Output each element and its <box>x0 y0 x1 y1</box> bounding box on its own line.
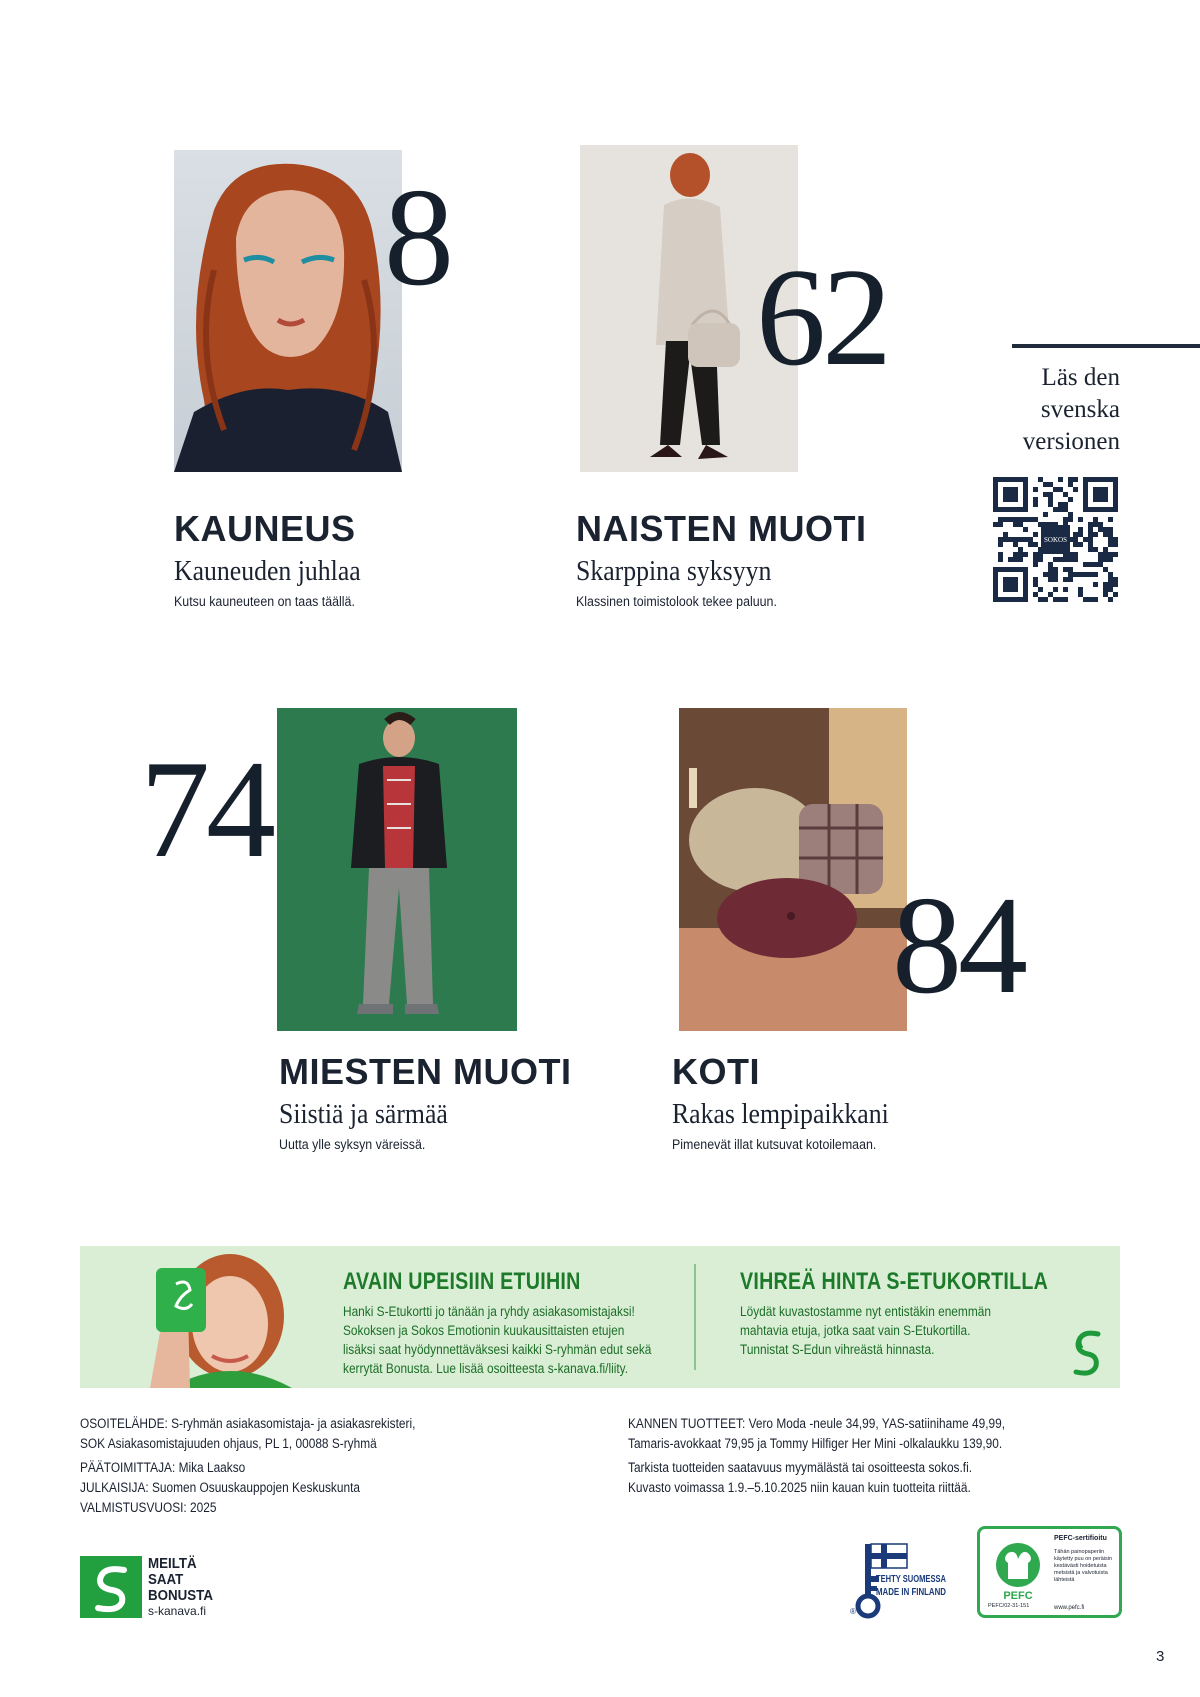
banner-photo <box>80 1246 300 1388</box>
banner-line: Löydät kuvastostamme nyt entistäkin enemmän <box>740 1304 991 1319</box>
qr-center-label: SOKOS <box>1044 536 1067 544</box>
home-photo <box>679 708 907 1031</box>
mens-fashion-photo <box>277 708 517 1031</box>
pefc-text: Tähän painopaperiin käytetty puu on peräisin kestävästi hoidetuista metsistä ja valvotuista lähteistä <box>1054 1549 1113 1583</box>
s-logo-icon <box>80 1556 142 1618</box>
section-subtitle: Rakas lempipaikkani <box>672 1099 889 1130</box>
svg-text:®: ® <box>850 1607 856 1616</box>
imprint-left <box>80 1414 415 1518</box>
beauty-photo <box>174 150 402 472</box>
meilta-saat-bonusta <box>148 1556 213 1604</box>
imprint-line: SOK Asiakasomistajuuden ohjaus, PL 1, 00088 S-ryhmä <box>80 1436 377 1451</box>
divider-rule <box>1012 344 1200 348</box>
section-description: Klassinen toimistolook tekee paluun. <box>576 594 777 609</box>
banner-left-text <box>343 1302 669 1378</box>
banner-line: Sokoksen ja Sokos Emotionin kuukausittaisten etujen <box>343 1323 625 1338</box>
section-number: 74 <box>140 732 272 887</box>
made-in-finland-line2: MADE IN FINLAND <box>876 1586 947 1598</box>
banner-line: kerrytät Bonusta. Lue lisää osoitteesta s-kanava.fi/liity. <box>343 1361 629 1376</box>
banner-line: Hanki S-Etukortti jo tänään ja ryhdy asiakasomistajaksi! <box>343 1304 635 1319</box>
imprint-line: Tarkista tuotteiden saatavuus myymälästä tai osoitteesta sokos.fi. <box>628 1460 973 1475</box>
banner-divider <box>694 1264 696 1370</box>
imprint-line: Tamaris-avokkaat 79,95 ja Tommy Hilfiger Her Mini -olkalaukku 139,90. <box>628 1436 1003 1451</box>
pefc-code: PEFC/02-31-151 <box>988 1603 1030 1609</box>
imprint-line: PÄÄTOIMITTAJA: Mika Laakso <box>80 1460 246 1475</box>
s-kanava-url[interactable]: s-kanava.fi <box>148 1604 207 1618</box>
meilta-line: SAAT <box>148 1572 184 1588</box>
section-description: Kutsu kauneuteen on taas täällä. <box>174 594 355 609</box>
swedish-version-text[interactable] <box>940 362 1120 458</box>
meilta-line: MEILTÄ <box>148 1556 197 1572</box>
qr-code[interactable] <box>993 477 1118 602</box>
s-logo-icon <box>1070 1328 1104 1378</box>
banner-left-title: AVAIN UPEISIIN ETUIHIN <box>343 1268 581 1295</box>
swedish-line: Läs den <box>1041 364 1120 391</box>
imprint-line: JULKAISIJA: Suomen Osuuskauppojen Keskuskunta <box>80 1480 361 1495</box>
pefc-logo-text: PEFC <box>1003 1590 1033 1602</box>
imprint-line: OSOITELÄHDE: S-ryhmän asiakasomistaja- ja asiakasrekisteri, <box>80 1416 416 1431</box>
made-in-finland-line1: TEHTY SUOMESSA <box>876 1573 947 1585</box>
section-number: 8 <box>384 160 450 315</box>
swedish-line: svenska <box>1040 396 1120 423</box>
imprint-line: KANNEN TUOTTEET: Vero Moda -neule 34,99, YAS-satiinihame 49,99, <box>628 1416 1006 1431</box>
section-title: KOTI <box>672 1051 760 1092</box>
section-description: Uutta ylle syksyn väreissä. <box>279 1137 426 1152</box>
pefc-certificate <box>977 1526 1122 1618</box>
page-number: 3 <box>1156 1648 1165 1665</box>
section-subtitle: Siistiä ja särmää <box>279 1099 448 1130</box>
banner-line: Tunnistat S-Edun vihreästä hinnasta. <box>740 1342 935 1357</box>
banner-right-text <box>740 1302 1066 1359</box>
section-number: 84 <box>892 868 1024 1023</box>
s-etukortti-banner[interactable] <box>80 1246 1120 1388</box>
banner-line: mahtavia etuja, jotka saat vain S-Etukortilla. <box>740 1323 971 1338</box>
section-subtitle: Skarppina syksyyn <box>576 556 772 587</box>
pefc-title: PEFC-sertifioitu <box>1054 1535 1107 1542</box>
section-title: MIESTEN MUOTI <box>279 1051 572 1092</box>
pefc-tree-icon <box>988 1539 1048 1601</box>
made-in-finland-logo <box>848 1538 948 1620</box>
meilta-line: BONUSTA <box>148 1588 213 1604</box>
section-title: NAISTEN MUOTI <box>576 508 867 549</box>
pefc-url[interactable]: www.pefc.fi <box>1054 1605 1085 1611</box>
banner-right-title: VIHREÄ HINTA S-ETUKORTILLA <box>740 1268 1049 1295</box>
imprint-line: Kuvasto voimassa 1.9.–5.10.2025 niin kauan kuin tuotteita riittää. <box>628 1480 971 1495</box>
swedish-line: versionen <box>1022 428 1120 455</box>
s-kanava-logo <box>80 1556 142 1618</box>
section-subtitle: Kauneuden juhlaa <box>174 556 361 587</box>
section-description: Pimenevät illat kutsuvat kotoilemaan. <box>672 1137 877 1152</box>
section-title: KAUNEUS <box>174 508 356 549</box>
section-number: 62 <box>756 240 888 395</box>
imprint-right <box>628 1414 1005 1498</box>
imprint-line: VALMISTUSVUOSI: 2025 <box>80 1500 217 1515</box>
banner-line: lisäksi saat hyödynnettäväksesi kaikki S-ryhmän edut sekä <box>343 1342 652 1357</box>
